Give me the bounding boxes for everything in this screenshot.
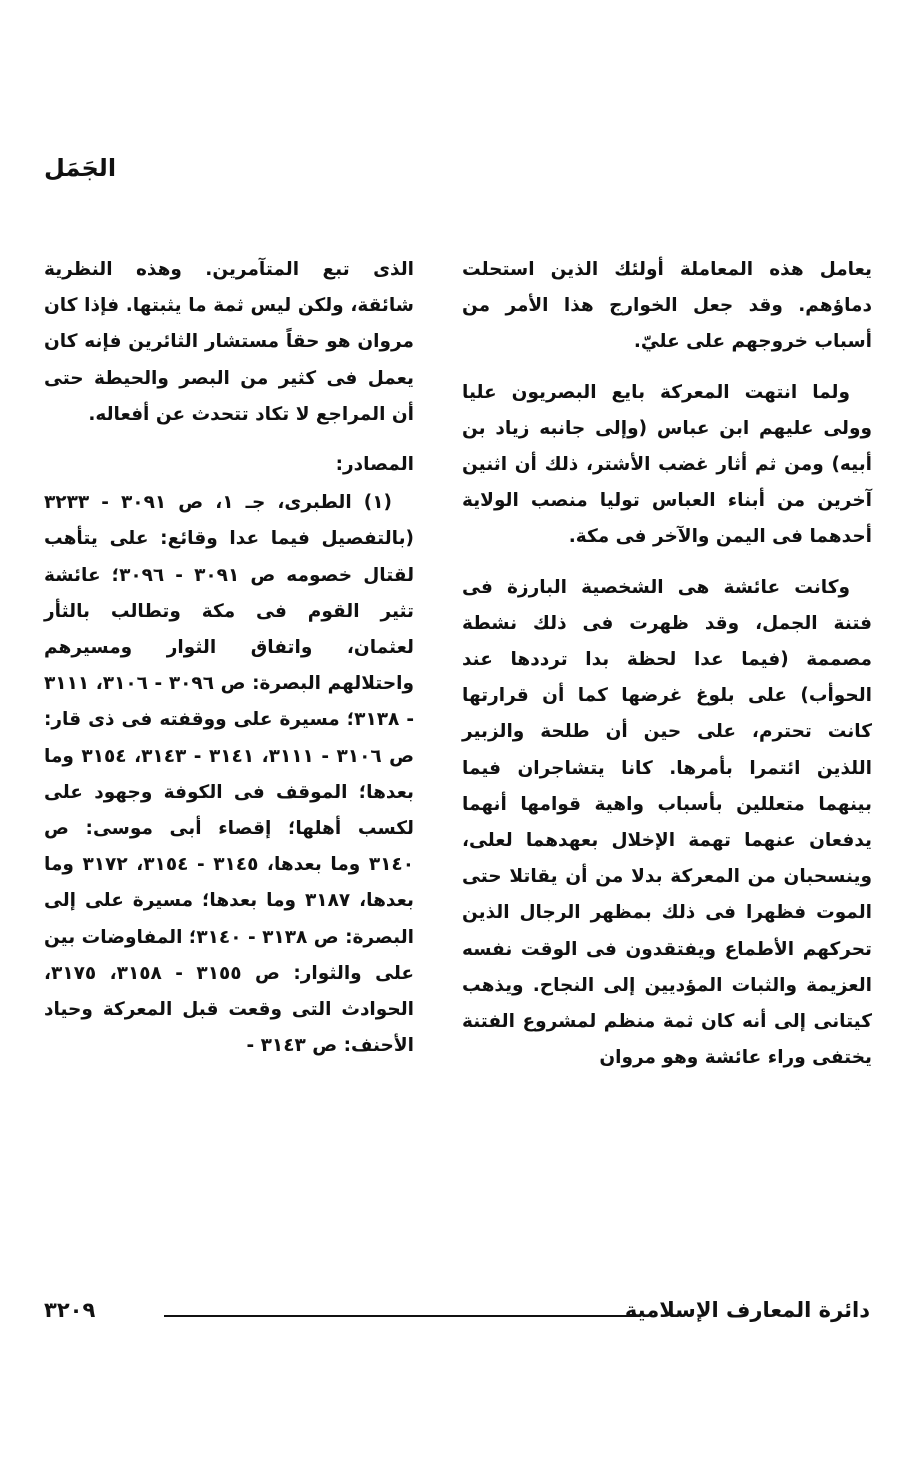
sources-heading: المصادر: [335, 454, 414, 476]
journal-title: دائرة المعارف الإسلامية [624, 1298, 870, 1322]
page-footer [44, 1292, 870, 1328]
paragraph: يعامل هذه المعاملة أولئك الذين استحلت دماؤهم. وقد جعل الخوارج هذا الأمر من أسباب خروجهم على عليّ. [462, 259, 872, 353]
paragraph: الذى تبع المتآمرين. وهذه النظرية شائقة، ولكن ليس ثمة ما يثبتها. فإذا كان مروان هو حقاً مستشار الثائرين فإنه كان يعمل فى كثير من البصر والحيطة حتى أن المراجع لا تكاد تتحدث عن أفعاله. [44, 259, 414, 425]
running-title: الجَمَل [44, 154, 117, 182]
footer-rule [164, 1315, 638, 1317]
right-column [462, 252, 872, 1090]
page-number: ٣٢٠٩ [44, 1298, 96, 1322]
sources-list: (١) الطبرى، جـ ١، ص ٣٠٩١ - ٣٢٣٣ (بالتفصيل فيما عدا وقائع: على يتأهب لقتال خصومه ص ٣٠٩١ - ٣٠٩٦؛ عائشة تثير القوم فى مكة وتطالب بالثأر لعثمان، واتفاق الثوار ومسيرهم واحتلالهم البصرة: ص ٣٠٩٦ - ٣١٠٦، ٣١١١ - ٣١٣٨؛ مسيرة على ووقفته فى ذى قار: ص ٣١٠٦ - ٣١١١، ٣١٤١ - ٣١٤٣، ٣١٥٤ وما بعدها؛ الموقف فى الكوفة وجهود على لكسب أهلها؛ إقصاء أبى موسى: ص ٣١٤٠ وما بعدها، ٣١٤٥ - ٣١٥٤، ٣١٧٢ وما بعدها، ٣١٨٧ وما بعدها؛ مسيرة على إلى البصرة: ص ٣١٣٨ - ٣١٤٠؛ المفاوضات بين على والثوار: ص ٣١٥٥ - ٣١٥٨، ٣١٧٥، الحوادث التى وقعت قبل المعركة وحياد الأحنف: ص ٣١٤٣ - [44, 492, 415, 1057]
paragraph: وكانت عائشة هى الشخصية البارزة فى فتنة الجمل، وقد ظهرت فى ذلك نشطة مصممة (فيما عدا لحظة بدا ترددها عند الحوأب) على بلوغ غرضها كما أن قرارتها كانت تحترم، على حين أن طلحة والزبير اللذين ائتمرا بأمرها. كانا يتشاجران فيما بينهما متعللين بأسباب واهية قوامها أنهما يدفعان عنهما تهمة الإخلال بعهدهما لعلى، وينسحبان من المعركة بدلا من أن يقاتلا حتى الموت فظهرا فى ذلك بمظهر الرجال الذين تحركهم الأطماع ويفتقدون فى الوقت نفسه العزيمة والثبات المؤديين إلى النجاح. ويذهب كيتانى إلى أنه كان ثمة منظم لمشروع الفتنة يختفى وراء عائشة وهو مروان [462, 576, 872, 1069]
paragraph: ولما انتهت المعركة بايع البصريون عليا وولى عليهم ابن عباس (وإلى جانبه زياد بن أبيه) ومن ثم أثار غضب الأشتر، ذلك أن اثنين آخرين من أبناء العباس توليا منصب الولاية أحدهما فى اليمن والآخر فى مكة. [462, 381, 872, 548]
left-column [44, 252, 414, 1078]
